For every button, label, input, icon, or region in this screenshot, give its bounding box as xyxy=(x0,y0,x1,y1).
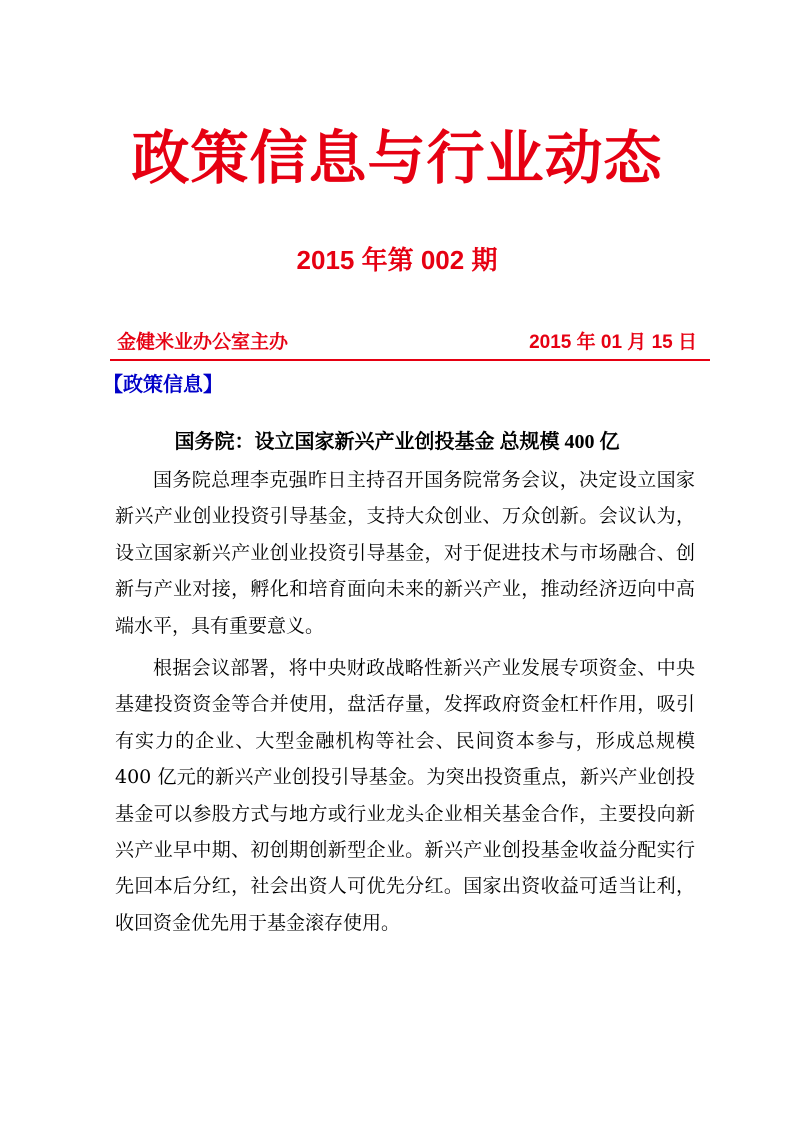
section-label: 【政策信息】 xyxy=(103,374,223,396)
issue-number: 2015 年第 002 期 xyxy=(296,245,498,275)
masthead-row xyxy=(117,329,697,357)
header-divider xyxy=(110,359,710,361)
article-paragraph: 国务院总理李克强昨日主持召开国务院常务会议，决定设立国家新兴产业创业投资引导基金，支持大众创业、万众创新。会议认为，设立国家新兴产业创业投资引导基金，对于促进技术与市场融合、创新与产业对接，孵化和培育面向未来的新兴产业，推动经济迈向中高端水平，具有重要意义。 xyxy=(115,469,695,637)
article-title: 国务院：设立国家新兴产业创投基金 总规模 400 亿 xyxy=(174,431,620,453)
page-title: 政策信息与行业动态 xyxy=(131,124,663,192)
publish-date: 2015 年 01 月 15 日 xyxy=(529,332,697,353)
organizer-label: 金健米业办公室主办 xyxy=(117,332,289,353)
article-body xyxy=(115,462,695,941)
article-paragraph: 根据会议部署，将中央财政战略性新兴产业发展专项资金、中央基建投资资金等合并使用，盘活存量，发挥政府资金杠杆作用，吸引有实力的企业、大型金融机构等社会、民间资本参与，形成总规模 400 亿元的新兴产业创投引导基金。为突出投资重点，新兴产业创投基金可以参股方式与地方或行业龙头企业相关基金合作，主要投向新兴产业早中期、初创期创新型企业。新兴产业创投基金收益分配实行先回本后分红，社会出资人可优先分红。国家出资收益可适当让利，收回资金优先用于基金滚存使用。 xyxy=(115,657,695,934)
